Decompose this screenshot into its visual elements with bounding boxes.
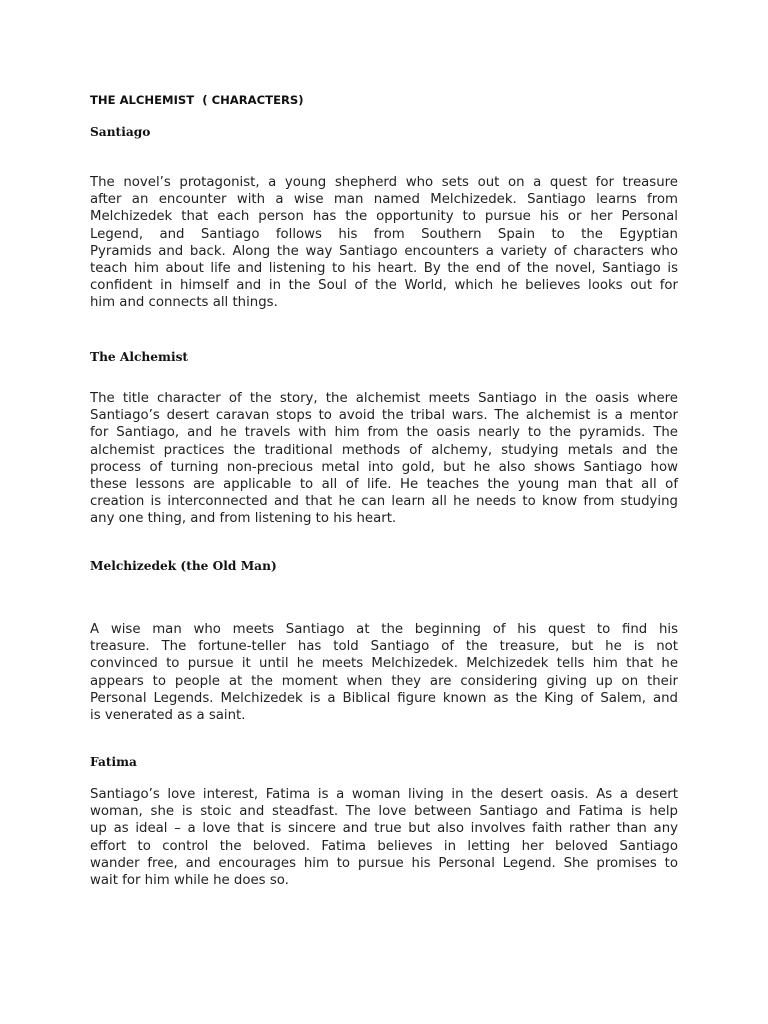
paragraph-line: Legend, and Santiago follows his from Southern Spain to the Egyptian [90, 226, 678, 242]
paragraph-line: Personal Legends. Melchizedek is a Biblical figure known as the King of Salem, and [90, 690, 678, 706]
paragraph-line: any one thing, and from listening to his heart. [90, 511, 397, 527]
paragraph-line: is venerated as a saint. [90, 708, 246, 724]
paragraph-line: confident in himself and in the Soul of the World, which he believes looks out for [90, 278, 678, 294]
paragraph-line: these lessons are applicable to all of life. He teaches the young man that all of [90, 477, 678, 493]
paragraph-line: woman, she is stoic and steadfast. The love between Santiago and Fatima is help [90, 804, 678, 820]
paragraph-line: alchemist practices the traditional methods of alchemy, studying metals and the [90, 442, 678, 458]
section-heading-fatima: Fatima [90, 755, 137, 769]
paragraph-line: treasure. The fortune-teller has told Santiago of the treasure, but he is not [90, 639, 678, 655]
paragraph-line: Santiago’s desert caravan stops to avoid the tribal wars. The alchemist is a mentor [90, 408, 678, 424]
paragraph-line: appears to people at the moment when they are considering giving up on their [90, 673, 678, 689]
paragraph-line: convinced to pursue it until he meets Melchizedek. Melchizedek tells him that he [90, 656, 678, 672]
document-title: THE ALCHEMIST ( CHARACTERS) [90, 93, 304, 107]
paragraph-line: Melchizedek that each person has the opportunity to pursue his or her Personal [90, 209, 678, 225]
paragraph-line: wander free, and encourages him to pursue his Personal Legend. She promises to [90, 855, 678, 871]
paragraph-line: up as ideal – a love that is sincere and true but also involves faith rather than any [90, 821, 678, 837]
paragraph-line: A wise man who meets Santiago at the beginning of his quest to find his [90, 622, 678, 637]
paragraph-line: wait for him while he does so. [90, 873, 289, 889]
paragraph-line: Santiago’s love interest, Fatima is a woman living in the desert oasis. As a desert [90, 787, 678, 802]
paragraph-line: process of turning non-precious metal into gold, but he also shows Santiago how [90, 459, 678, 475]
paragraph-line: teach him about life and listening to his heart. By the end of the novel, Santiago is [90, 261, 678, 277]
section-paragraph-melchizedek [90, 621, 678, 724]
paragraph-line: creation is interconnected and that he can learn all he needs to know from studying [90, 494, 678, 510]
paragraph-line: The title character of the story, the alchemist meets Santiago in the oasis where [90, 391, 678, 406]
section-heading-santiago: Santiago [90, 125, 151, 139]
section-heading-the-alchemist: The Alchemist [90, 350, 189, 364]
paragraph-line: him and connects all things. [90, 295, 278, 311]
paragraph-line: effort to control the beloved. Fatima believes in letting her beloved Santiago [90, 838, 678, 854]
section-paragraph-the-alchemist [90, 390, 678, 528]
paragraph-line: The novel’s protagonist, a young shepherd who sets out on a quest for treasure [90, 175, 678, 190]
paragraph-line: Pyramids and back. Along the way Santiago encounters a variety of characters who [90, 243, 678, 259]
paragraph-line: after an encounter with a wise man named Melchizedek. Santiago learns from [90, 192, 678, 208]
section-paragraph-fatima [90, 786, 678, 889]
section-paragraph-santiago [90, 174, 678, 312]
section-heading-melchizedek: Melchizedek (the Old Man) [90, 559, 277, 573]
paragraph-line: for Santiago, and he travels with him from the oasis nearly to the pyramids. The [90, 425, 678, 441]
